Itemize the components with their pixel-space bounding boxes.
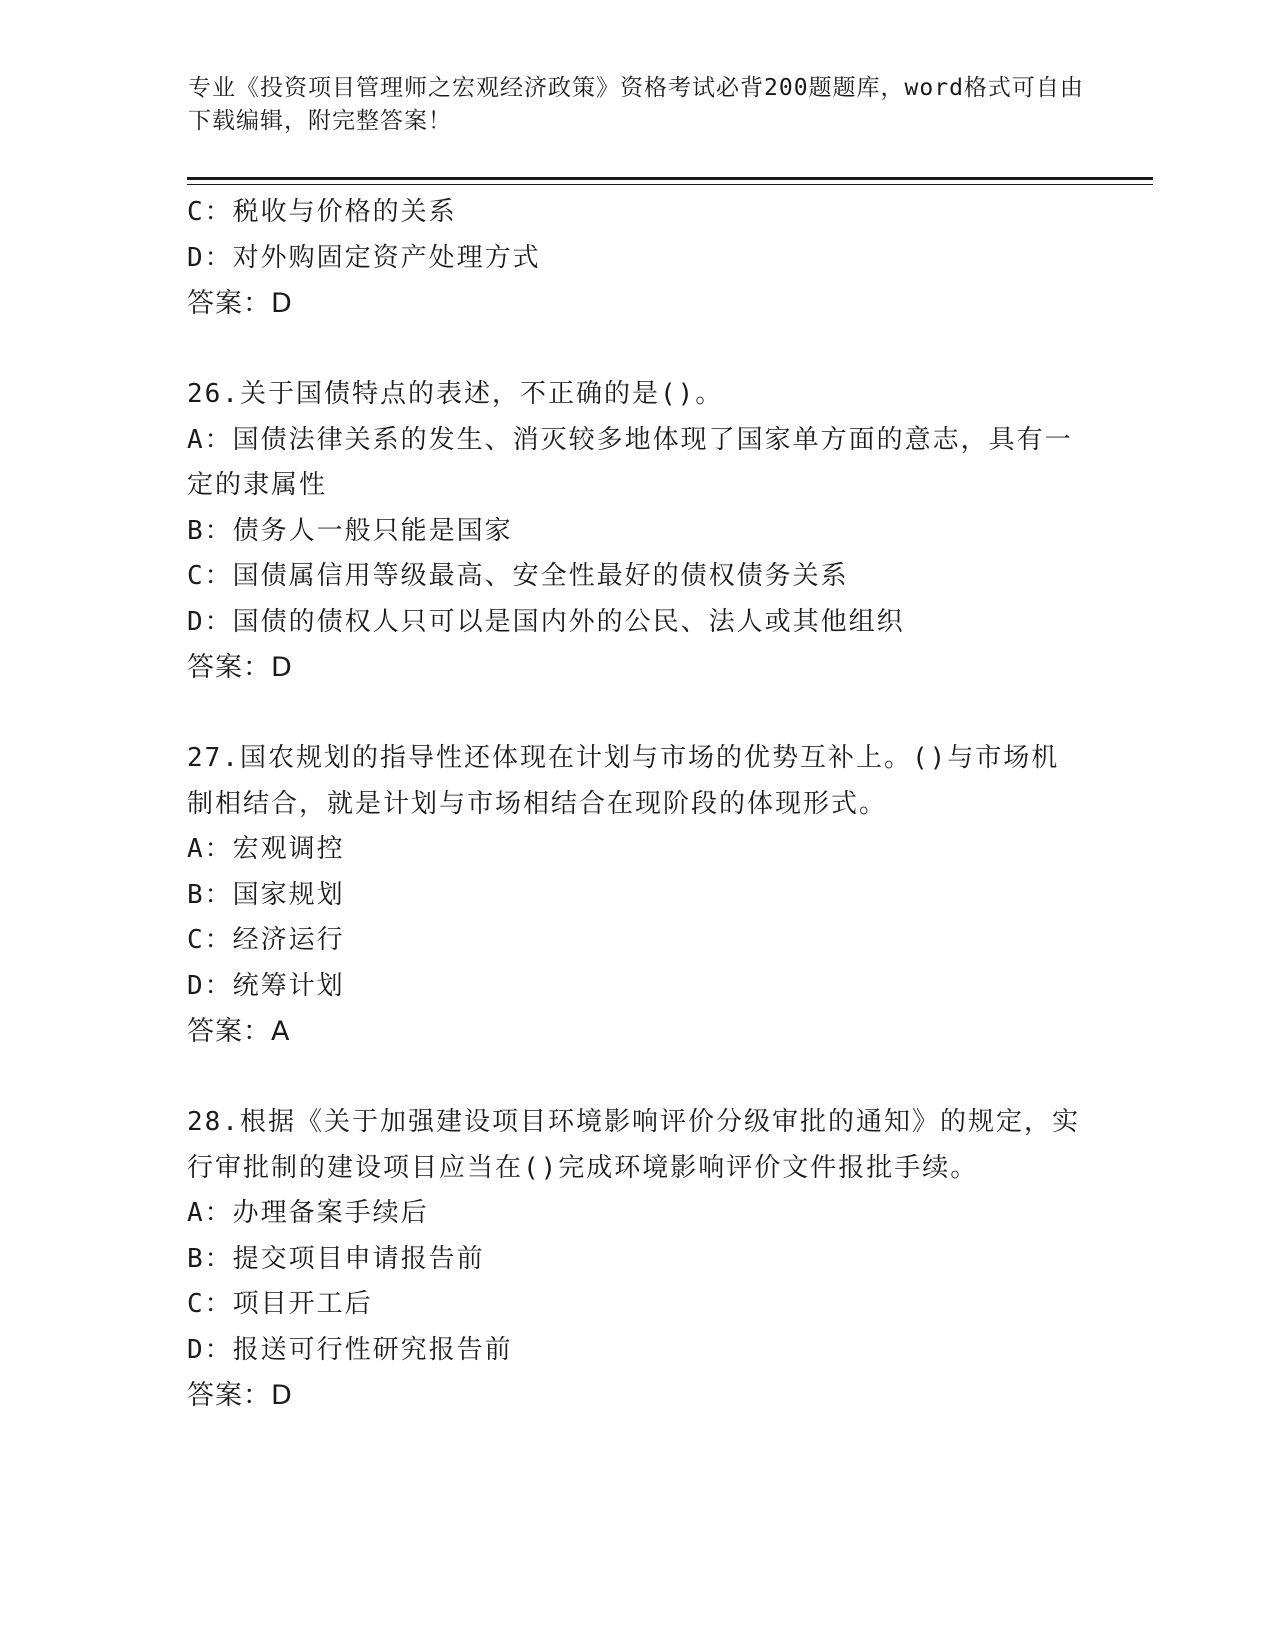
option-text: 国债属信用等级最高、安全性最好的债权债务关系 — [232, 561, 849, 591]
option-d — [187, 964, 1087, 1010]
answer-line: 答案：A — [187, 1016, 291, 1047]
option-label: D： — [187, 242, 233, 273]
spacer — [187, 1055, 1087, 1101]
document-header — [188, 72, 1088, 138]
option-b — [187, 873, 1087, 919]
option-label: C： — [187, 925, 233, 955]
option-d — [187, 1328, 1087, 1374]
option-text: 国债的债权人只可以是国内外的公民、法人或其他组织 — [232, 606, 905, 637]
option-text: 报送可行性研究报告前 — [232, 1334, 513, 1365]
question-26-stem: 26.关于国债特点的表述，不正确的是()。 — [187, 379, 724, 409]
header-divider-thin — [187, 184, 1153, 185]
option-b — [187, 509, 1087, 555]
option-text: 办理备案手续后 — [232, 1198, 429, 1228]
option-label: A： — [187, 1198, 233, 1228]
header-title: 专业《投资项目管理师之宏观经济政策》资格考试必背200题题库，word格式可自由下载编辑，附完整答案！ — [188, 75, 1084, 134]
option-text: 债务人一般只能是国家 — [232, 515, 513, 546]
option-label: D： — [187, 970, 233, 1001]
option-c — [187, 918, 1087, 964]
option-label: C： — [187, 1289, 233, 1319]
answer-line: 答案：D — [187, 652, 293, 683]
option-label: C： — [187, 561, 233, 591]
option-c — [187, 190, 1087, 236]
option-text: 宏观调控 — [232, 834, 345, 864]
spacer — [187, 327, 1087, 373]
option-a — [187, 1191, 1087, 1237]
question-content — [187, 190, 1087, 1419]
option-text: 提交项目申请报告前 — [232, 1243, 485, 1274]
option-c — [187, 554, 1087, 600]
option-b — [187, 1237, 1087, 1283]
option-label: A： — [187, 834, 233, 864]
answer-line: 答案：D — [187, 1380, 293, 1411]
option-label: B： — [187, 515, 233, 546]
option-c — [187, 1282, 1087, 1328]
option-a — [187, 418, 1087, 509]
option-label: D： — [187, 1334, 233, 1365]
option-text: 对外购固定资产处理方式 — [232, 242, 541, 273]
option-label: B： — [187, 879, 233, 910]
option-label: B： — [187, 1243, 233, 1274]
spacer — [187, 691, 1087, 737]
option-text: 国家规划 — [232, 879, 345, 910]
option-text: 国债法律关系的发生、消灭较多地体现了国家单方面的意志，具有一定的隶属性 — [187, 424, 1073, 500]
option-text: 经济运行 — [232, 925, 345, 955]
option-label: C： — [187, 197, 233, 227]
answer-line: 答案：D — [187, 288, 293, 319]
option-label: A： — [187, 424, 233, 455]
option-label: D： — [187, 606, 233, 637]
option-text: 统筹计划 — [232, 970, 345, 1001]
question-28-stem: 28.根据《关于加强建设项目环境影响评价分级审批的通知》的规定，实行审批制的建设项目应当在()完成环境影响评价文件报批手续。 — [187, 1107, 1080, 1183]
option-text: 项目开工后 — [232, 1289, 373, 1319]
question-27-stem: 27.国农规划的指导性还体现在计划与市场的优势互补上。()与市场机制相结合，就是计划与市场相结合在现阶段的体现形式。 — [187, 743, 1060, 819]
option-text: 税收与价格的关系 — [232, 197, 457, 227]
option-d — [187, 236, 1087, 282]
option-d — [187, 600, 1087, 646]
option-a — [187, 827, 1087, 873]
header-divider-thick — [187, 177, 1153, 180]
